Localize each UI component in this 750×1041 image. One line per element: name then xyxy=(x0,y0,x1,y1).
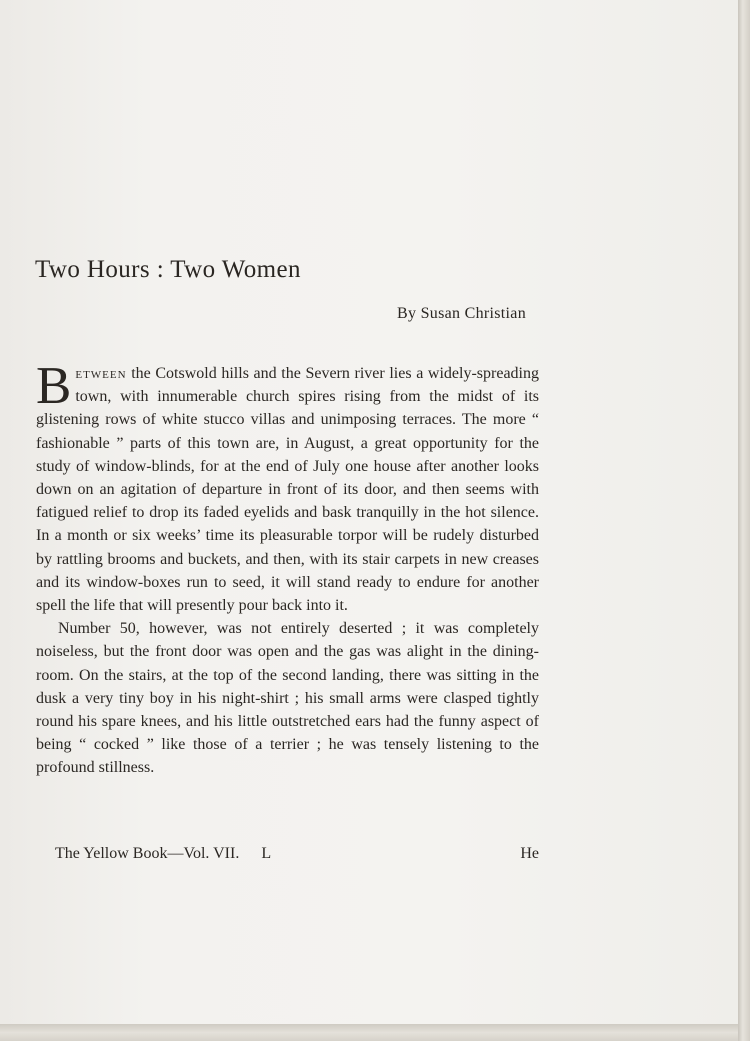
article-body xyxy=(36,357,540,780)
footer-left xyxy=(55,845,271,863)
paragraph-1-text: the Cotswold hills and the Severn river lies a widely-spreading town, with innumerable church spires rising from the midst of its glistening rows of white stucco villas and unimposing terraces. The more “ fashionable ” parts of this town are, in August, a great opportunity for the study of window-blinds, for at the end of July one house after another looks down on an agitation of departure in front of its door, and then seems with fatigued relief to drop its faded eyelids and bask tranquilly in the hot silence. In a month or six weeks’ time its pleasurable torpor will be rudely disturbed by rattling brooms and buckets, and then, with its stair carpets in new creases and its window-boxes run to seed, it will stand ready to endure for another spell the life that will presently pour back into it. xyxy=(36,365,540,615)
catchword: He xyxy=(520,845,539,862)
page-footer xyxy=(55,845,539,863)
drop-cap: B xyxy=(36,357,72,415)
first-word-smallcaps: etween xyxy=(75,365,127,382)
page-bottom-edge xyxy=(0,1024,738,1041)
paragraph-2: Number 50, however, was not entirely deserted ; it was completely noiseless, but the front door was open and the gas was alight in the dining-room. On the stairs, at the top of the second landing, there was sitting in the dusk a very tiny boy in his night-shirt ; his small arms were clasped tightly round his spare knees, and his little outstretched ears had the funny aspect of being “ cocked ” like those of a terrier ; he was tensely listening to the profound stillness. xyxy=(36,620,539,777)
article-title: Two Hours : Two Women xyxy=(35,256,301,283)
signature-mark: L xyxy=(261,845,272,862)
publication-name: The Yellow Book—Vol. VII. xyxy=(55,845,240,862)
page-right-edge xyxy=(738,0,750,1041)
paragraph-1 xyxy=(36,357,540,617)
article-byline: By Susan Christian xyxy=(397,305,526,322)
